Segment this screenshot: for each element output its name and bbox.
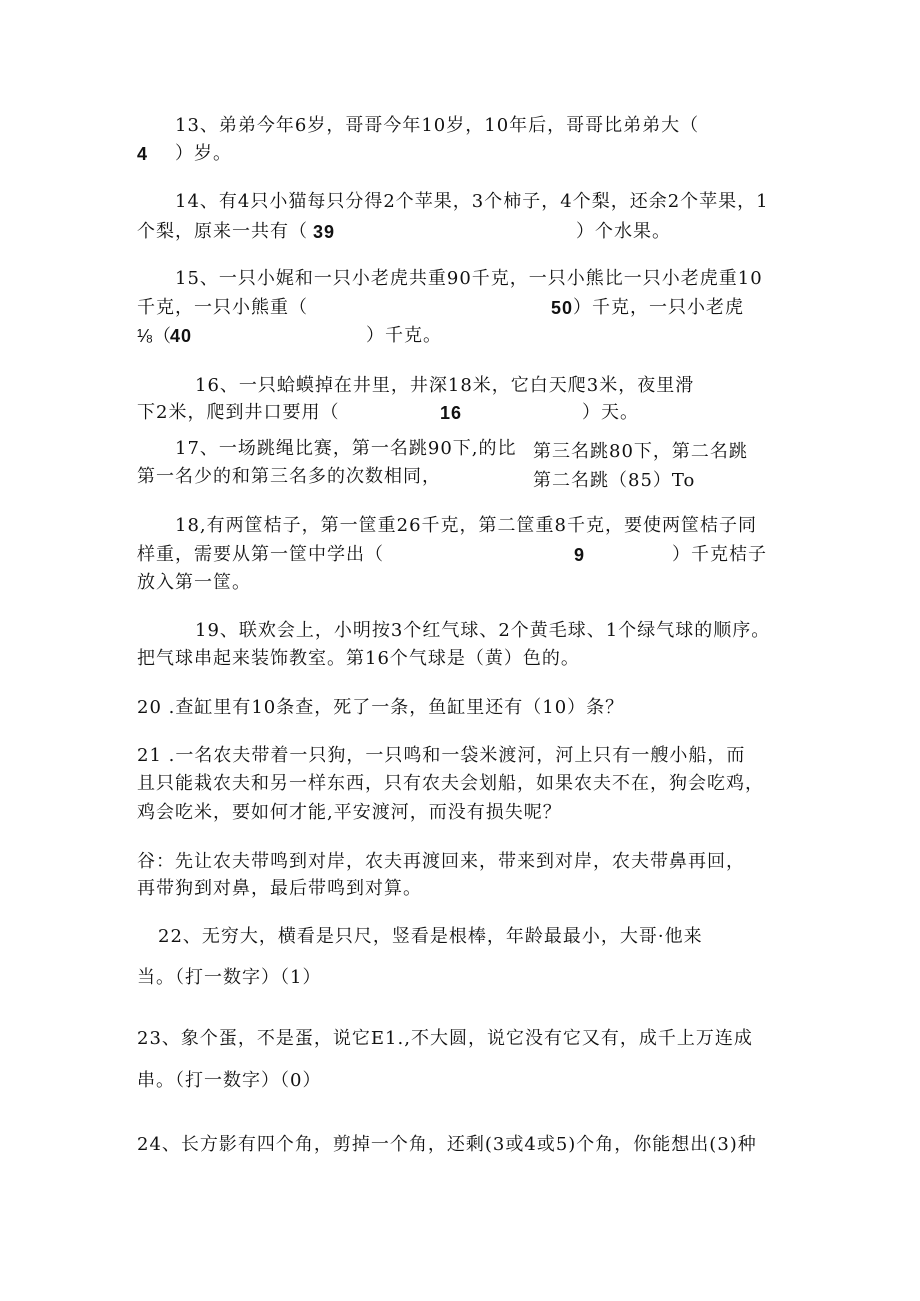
q20-line1: 20 .查缸里有10条查，死了一条，鱼缸里还有（10）条？	[137, 697, 625, 718]
q14-line2b: ）个水果。	[576, 221, 671, 242]
q21-line2: 且只能栽农夫和另一样东西，只有农夫会划船，如果农夫不在，狗会吃鸡，	[137, 773, 764, 794]
q17-line1a: 17、一场跳绳比赛，第一名跳90下,的比	[175, 438, 517, 459]
q16-answer: 16	[440, 403, 463, 423]
q22-line2: 当。（打一数字）（1）	[137, 967, 322, 988]
q19-line1: 19、联欢会上，小明按3个红气球、2个黄毛球、1个绿气球的顺序。	[195, 620, 771, 641]
q22-line1: 22、无穷大，横看是只尺，竖看是根棒，年龄最最小，大哥·他来	[158, 926, 703, 947]
q13-answer: 4	[137, 144, 149, 164]
q14-line1: 14、有4只小猫每只分得2个苹果，3个柿子，4个梨，还余2个苹果，1	[175, 191, 769, 212]
q21-answer-line2: 再带狗到对鼻，最后带鸣到对算。	[137, 878, 422, 899]
q17-line2a: 第一名少的和第三名多的次数相同，	[137, 466, 441, 487]
q16-line2a: 下2米，爬到井口要用（	[137, 402, 340, 423]
q13-line1: 13、弟弟今年6岁，哥哥今年10岁，10年后，哥哥比弟弟大（	[175, 115, 700, 136]
q18-line2a: 样重，需要从第一筐中学出（	[137, 544, 384, 565]
q15-answer1: 50	[551, 298, 574, 318]
q19-line2: 把气球串起来装饰教室。第16个气球是（黄）色的。	[137, 648, 580, 669]
q18-line3: 放入第一筐。	[137, 572, 251, 593]
q15-line3a: ⅛（	[137, 326, 173, 346]
q17-line2b: 第二名跳（85）To	[533, 470, 696, 491]
q15-line1: 15、一只小娓和一只小老虎共重90千克，一只小熊比一只小老虎重10	[175, 268, 763, 289]
q16-line2b: ）天。	[582, 402, 639, 423]
q16-line1: 16、一只蛤蟆掉在井里，井深18米，它白天爬3米，夜里滑	[195, 375, 695, 396]
q15-line3b: ）千克。	[366, 325, 442, 346]
q21-line1: 21 .一名农夫带着一只狗，一只鸣和一袋米渡河，河上只有一艘小船，而	[137, 745, 746, 766]
q15-line2b: ）千克，一只小老虎	[573, 297, 744, 318]
q21-answer-line1: 谷：先让农夫带鸣到对岸，农夫再渡回来，带来到对岸，农夫带鼻再回，	[137, 851, 745, 872]
q18-line1: 18,有两筐桔子，第一筐重26千克，第二筐重8千克，要使两筐桔子同	[175, 515, 757, 536]
q18-answer: 9	[574, 545, 586, 565]
q18-line2b: ）千克桔子	[672, 544, 767, 565]
q21-line3: 鸡会吃米，要如何才能,平安渡河，而没有损失呢？	[137, 802, 562, 823]
q17-line1b: 第三名跳80下，第二名跳	[533, 441, 748, 462]
q15-line2a: 千克，一只小熊重（	[137, 297, 308, 318]
q14-answer: 39	[313, 222, 336, 242]
q14-line2a: 个梨，原来一共有（	[137, 221, 308, 242]
q15-answer2: 40	[170, 326, 193, 346]
q23-line1: 23、象个蛋，不是蛋，说它E1.,不大圆，说它没有它又有，成千上万连成	[137, 1028, 753, 1049]
q13-line2: ）岁。	[175, 143, 232, 164]
q23-line2: 串。（打一数字）（0）	[137, 1070, 322, 1091]
q24-line1: 24、长方影有四个角，剪掉一个角，还剩(3或4或5)个角，你能想出(3)种	[137, 1134, 757, 1155]
